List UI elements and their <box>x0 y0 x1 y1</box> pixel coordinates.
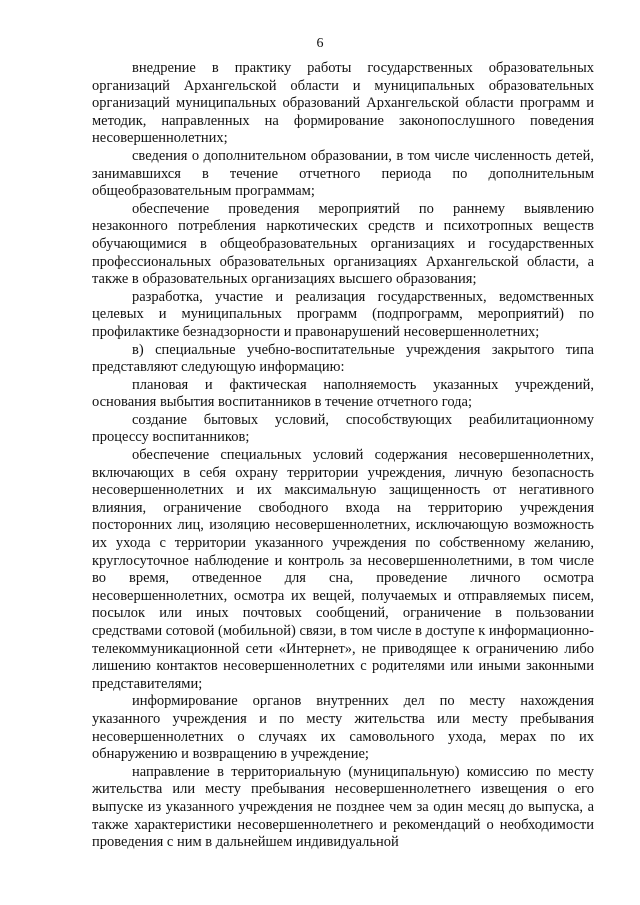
paragraph: плановая и фактическая наполняемость указанных учреждений, основания выбытия воспитанников в течение отчетного года; <box>92 376 594 411</box>
paragraph: сведения о дополнительном образовании, в том числе численность детей, занимавшихся в течение отчетного периода по дополнительным общеобразовательным программам; <box>92 147 594 200</box>
page-number: 6 <box>316 36 324 51</box>
paragraph: направление в территориальную (муниципальную) комиссию по месту жительства или месту пребывания несовершеннолетнего извещения о его выпуске из указанного учреждения не позднее чем за один месяц до выпуска, а также характеристики несовершеннолетнего и рекомендаций о необходимости проведения с ним в дальнейшем индивидуальной <box>92 763 594 851</box>
paragraph: информирование органов внутренних дел по месту нахождения указанного учреждения и по месту жительства или месту пребывания несовершеннолетних о случаях их самовольного ухода, мерах по их обнаружению и возвращению в учреждение; <box>92 693 594 763</box>
document-body <box>92 60 594 852</box>
paragraph: разработка, участие и реализация государственных, ведомственных целевых и муниципальных программ (подпрограмм, мероприятий) по профилактике безнадзорности и правонарушений несовершеннолетних; <box>92 288 594 340</box>
paragraph: создание бытовых условий, способствующих реабилитационному процессу воспитанников; <box>92 411 594 446</box>
paragraph: обеспечение специальных условий содержания несовершеннолетних, включающих в себя охрану территории учреждения, личную безопасность несовершеннолетних и их максимальную защищенность от негативного влияния, ограничение свободного входа на территорию учреждения посторонних лиц, изоляцию несовершеннолетних, исключающую возможность их ухода с территории указанного учреждения по собственному желанию, круглосуточное наблюдение и контроль за несовершеннолетними, в том числе во время, отведенное для сна, проведение личного осмотра несовершеннолетних, осмотра их вещей, получаемых и отправляемых писем, посылок или иных почтовых сообщений, ограничение в пользовании средствами сотовой (мобильной) связи, в том числе в доступе к информационно-телекоммуникационной сети «Интернет», не приводящее к ограничению либо лишению контактов несовершеннолетних с родителями или иными законными представителями; <box>92 447 594 692</box>
paragraph: в) специальные учебно-воспитательные учреждения закрытого типа представляют следующую информацию: <box>92 341 594 376</box>
paragraph: внедрение в практику работы государственных образовательных организаций Архангельской области и муниципальных образовательных организаций муниципальных образований Архангельской области программ и методик, направленных на формирование законопослушного поведения несовершеннолетних; <box>92 60 594 147</box>
paragraph: обеспечение проведения мероприятий по раннему выявлению незаконного потребления наркотических средств и психотропных веществ обучающимися в общеобразовательных организациях и государственных профессиональных образовательных организациях Архангельской области, а также в образовательных организациях высшего образования; <box>92 200 594 288</box>
